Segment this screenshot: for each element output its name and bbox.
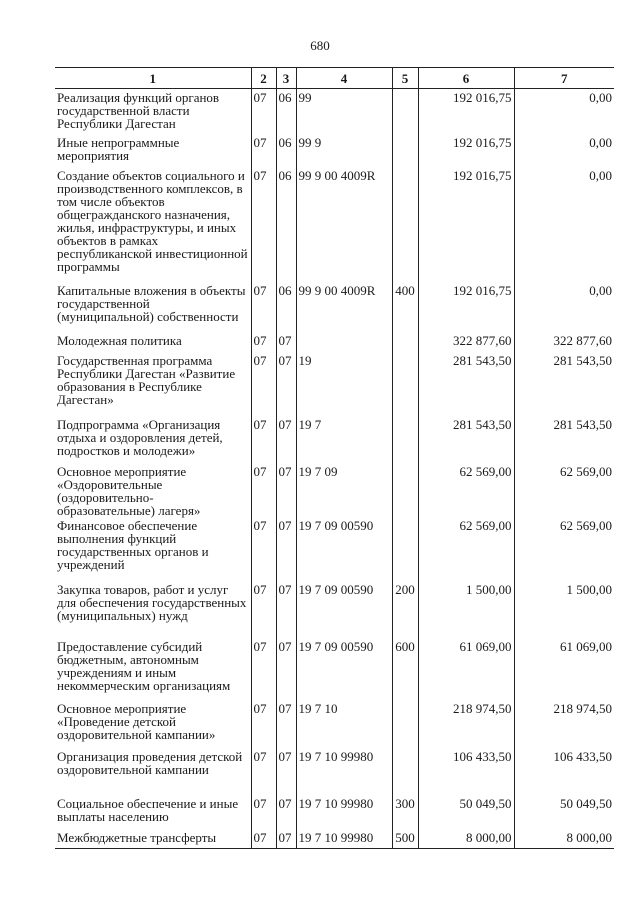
target-article-code: 19 7 10 99980 [296,795,392,829]
section-code: 07 [251,89,276,134]
target-article-code [296,332,392,352]
target-article-code: 99 9 [296,134,392,167]
row-name: Финансовое обеспечение выполнения функций государственных органов и учреждений [57,517,209,572]
subsection-code: 07 [276,700,296,748]
amount-col7: 322 877,60 [514,332,614,352]
page-number: 680 [310,38,330,53]
expense-type-code [392,134,418,167]
row-name: Межбюджетные трансферты [55,829,251,849]
amount-col6: 281 543,50 [418,416,514,463]
target-article-code: 99 [296,89,392,134]
subsection-code: 07 [276,795,296,829]
header-row [55,68,614,89]
amount-col7: 281 543,50 [514,352,614,416]
table-row [55,517,614,581]
amount-col7: 106 433,50 [514,748,614,795]
amount-col7: 1 500,00 [514,581,614,638]
table-row [55,795,614,829]
amount-col6: 1 500,00 [418,581,514,638]
section-code: 07 [251,748,276,795]
target-article-code: 19 7 [296,416,392,463]
target-article-code: 19 7 09 [296,463,392,517]
table-row [55,638,614,700]
target-article-code: 19 7 10 99980 [296,748,392,795]
expense-type-code: 400 [392,282,418,332]
table-row [55,748,614,795]
target-article-code: 99 9 00 4009R [296,167,392,282]
row-name: Организация проведения детской оздоровительной кампании [57,748,243,777]
amount-col6: 192 016,75 [418,134,514,167]
subsection-code: 07 [276,581,296,638]
amount-col6: 322 877,60 [418,332,514,352]
amount-col7: 8 000,00 [514,829,614,849]
row-name: Молодежная политика [57,332,182,348]
amount-col7: 281 543,50 [514,416,614,463]
row-name: Создание объектов социального и производственного комплексов, в том числе объектов общегражданского назначения, жилья, инфраструктуры, и иных объектов в рамках республиканской инвестиционной программы [57,167,248,274]
column-header: 4 [296,68,392,89]
row-name: Иные непрограммные мероприятия [57,134,180,163]
table-row [55,89,614,134]
subsection-code: 06 [276,89,296,134]
row-name: Основное мероприятие «Проведение детской оздоровительной кампании» [57,700,216,742]
column-header: 7 [514,68,614,89]
amount-col6: 61 069,00 [418,638,514,700]
expense-type-code [392,463,418,517]
amount-col6: 192 016,75 [418,89,514,134]
amount-col6: 218 974,50 [418,700,514,748]
expense-type-code: 500 [392,829,418,849]
row-name: Социальное обеспечение и иные выплаты населению [57,795,239,824]
row-name: Закупка товаров, работ и услуг для обеспечения государственных (муниципальных) нужд [57,581,247,623]
target-article-code: 19 7 10 99980 [296,829,392,849]
amount-col7: 62 569,00 [514,517,614,581]
target-article-code: 19 7 09 00590 [296,517,392,581]
section-code: 07 [251,463,276,517]
amount-col6: 62 569,00 [418,517,514,581]
row-name: Подпрограмма «Организация отдыха и оздоровления детей, подростков и молодежи» [57,416,223,458]
subsection-code: 07 [276,748,296,795]
subsection-code: 07 [276,352,296,416]
amount-col6: 192 016,75 [418,282,514,332]
row-name: Предоставление субсидий бюджетным, автономным учреждениям и иным некоммерческим организациям [57,638,231,693]
target-article-code: 99 9 00 4009R [296,282,392,332]
target-article-code: 19 7 09 00590 [296,638,392,700]
table-row [55,282,614,332]
column-header: 6 [418,68,514,89]
budget-table [55,67,614,849]
section-code: 07 [251,167,276,282]
amount-col7: 50 049,50 [514,795,614,829]
amount-col7: 62 569,00 [514,463,614,517]
subsection-code: 07 [276,829,296,849]
subsection-code: 06 [276,282,296,332]
expense-type-code [392,700,418,748]
subsection-code: 07 [276,332,296,352]
expense-type-code [392,748,418,795]
target-article-code: 19 [296,352,392,416]
amount-col6: 8 000,00 [418,829,514,849]
row-name: Реализация функций органов государственной власти Республики Дагестан [57,90,220,131]
table-row [55,332,614,352]
expense-type-code [392,352,418,416]
amount-col7: 218 974,50 [514,700,614,748]
expense-type-code: 600 [392,638,418,700]
amount-col6: 281 543,50 [418,352,514,416]
section-code: 07 [251,134,276,167]
section-code: 07 [251,581,276,638]
amount-col7: 0,00 [514,89,614,134]
expense-type-code [392,416,418,463]
section-code: 07 [251,352,276,416]
row-name: Основное мероприятие «Оздоровительные (оздоровительно-образовательные) лагеря» [57,463,201,518]
section-code: 07 [251,332,276,352]
amount-col6: 106 433,50 [418,748,514,795]
target-article-code: 19 7 09 00590 [296,581,392,638]
subsection-code: 07 [276,638,296,700]
column-header: 3 [276,68,296,89]
column-header: 2 [251,68,276,89]
table-row [55,352,614,416]
section-code: 07 [251,517,276,581]
table-row [55,700,614,748]
amount-col6: 192 016,75 [418,167,514,282]
subsection-code: 07 [276,463,296,517]
expense-type-code [392,89,418,134]
subsection-code: 06 [276,167,296,282]
amount-col7: 0,00 [514,282,614,332]
amount-col6: 50 049,50 [418,795,514,829]
table-row [55,167,614,282]
section-code: 07 [251,638,276,700]
section-code: 07 [251,416,276,463]
expense-type-code: 300 [392,795,418,829]
target-article-code: 19 7 10 [296,700,392,748]
amount-col6: 62 569,00 [418,463,514,517]
expense-type-code: 200 [392,581,418,638]
expense-type-code [392,332,418,352]
amount-col7: 0,00 [514,134,614,167]
column-header: 5 [392,68,418,89]
subsection-code: 06 [276,134,296,167]
expense-type-code [392,167,418,282]
subsection-code: 07 [276,517,296,581]
section-code: 07 [251,829,276,849]
section-code: 07 [251,700,276,748]
row-name: Капитальные вложения в объекты государственной (муниципальной) собственности [57,282,246,324]
table-row [55,581,614,638]
table-row [55,134,614,167]
amount-col7: 0,00 [514,167,614,282]
table-row [55,829,614,849]
expense-type-code [392,517,418,581]
section-code: 07 [251,282,276,332]
subsection-code: 07 [276,416,296,463]
column-header: 1 [55,68,251,89]
section-code: 07 [251,795,276,829]
table-row [55,463,614,517]
row-name: Государственная программа Республики Дагестан «Развитие образования в Республике Дагестан» [57,352,236,407]
amount-col7: 61 069,00 [514,638,614,700]
table-row [55,416,614,463]
